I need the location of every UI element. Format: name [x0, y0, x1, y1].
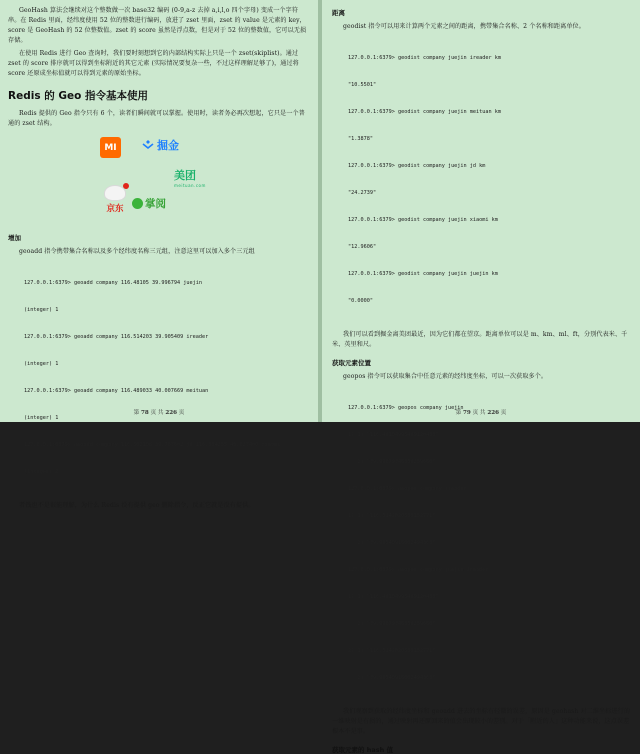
- code-line: 2) 1) "116.5142020583152771": [348, 648, 436, 654]
- code-line: 127.0.0.1:6379> geoadd company 116.514203 39.905409 ireader: [24, 334, 209, 340]
- code-line: 127.0.0.1:6379> geodist company juejin jd km: [348, 163, 486, 169]
- code-line: "1.3878": [348, 136, 373, 142]
- code-line: "10.5501": [348, 82, 377, 88]
- code-line: 127.0.0.1:6379> geodist company juejin juejin km: [348, 271, 498, 277]
- code-line: (integer) 1: [24, 361, 59, 367]
- code-line: 2) "39.90540918662494363": [348, 675, 436, 681]
- code-line: 127.0.0.1:6379> geoadd company 116.489033 40.007669 meituan: [24, 388, 209, 394]
- code-line: 2) "39.99679348858259686": [348, 621, 436, 627]
- left-page: [0, 0, 318, 509]
- code-line: (integer) 1: [24, 307, 59, 313]
- jd-dog-icon: [104, 185, 126, 201]
- hash-title: 获取元素的 hash 值: [332, 746, 394, 754]
- code-line: 127.0.0.1:6379> geopos company juejin: [348, 405, 464, 411]
- distance-after-paragraph: 我们可以看到掘金离美团最近，因为它们都在望京。距离单位可以是 m、km、ml、ft，分别代表米、千米、英里和尺。: [332, 331, 628, 348]
- pos-title: 获取元素位置: [332, 359, 371, 367]
- code-line: 1) 1) "116.48104995489120483": [348, 432, 439, 438]
- zhangyue-icon: [132, 198, 143, 209]
- code-line: 127.0.0.1:6379> geodist company juejin ireader km: [348, 55, 502, 61]
- juejin-icon: [142, 140, 154, 150]
- code-line: 2) "39.90540918662494363": [348, 540, 436, 546]
- distance-title: 距离: [332, 9, 345, 17]
- code-line: "0.0000": [348, 298, 373, 304]
- code-line: (integer) 1: [24, 415, 59, 421]
- pos-paragraph: geopos 指令可以获取集合中任意元素的经纬度坐标，可以一次获取多个。: [343, 373, 548, 380]
- code-line: 1) 1) "116.48104995489120483": [348, 594, 439, 600]
- add-paragraph: geoadd 指令携带集合名称以及多个经纬度名称三元组，注意这里可以加入多个三元组: [19, 248, 255, 255]
- right-page: [322, 0, 640, 754]
- code-line: 127.0.0.1:6379> geopos company juejin ireader: [348, 567, 489, 573]
- code-line: 127.0.0.1:6379> geodist company juejin meituan km: [348, 109, 502, 115]
- section-title: Redis 的 Geo 指令基本使用: [8, 90, 148, 102]
- zhangyue-logo: 掌阅: [132, 196, 166, 211]
- page-total: 226: [165, 410, 177, 416]
- jd-logo: 京东: [104, 185, 126, 214]
- juejin-logo: 掘金: [142, 137, 179, 153]
- distance-code-block: [348, 36, 630, 324]
- distance-paragraph: geodist 指令可以用来计算两个元素之间的距离，携带集合名称、2 个名称和距离单位。: [343, 23, 585, 30]
- code-line: (integer) 2: [24, 469, 59, 475]
- page-total: 226: [487, 410, 499, 416]
- page-footer-right: 第 79 页 共 226 页: [455, 410, 507, 416]
- pos-after-paragraph: 我们观察到获取的经纬度坐标和 geoadd 进去的坐标有轻微的误差，原因是 geohash 对二维坐标进行的一维映射是有损的，通过映射再还原回来的值会出现较小的差别。对于「附近的人」这种功能来说，这点误差根本不是事。: [332, 708, 631, 735]
- add-title: 增加: [8, 234, 21, 242]
- page-footer-left: 第 78 页 共 226 页: [133, 410, 185, 416]
- intro-paragraph-2: 在使用 Redis 进行 Geo 查询时，我们要时刻想到它的内部结构实际上只是一个 zset(skiplist)。通过 zset 的 score 排序就可以得到坐标附近的其它元素 (实际情况要复杂一些，不过这样理解足够了)，通过将 score 还原成坐标值就可以得到元素的原始坐标。: [8, 50, 299, 77]
- xiaomi-logo: MI: [100, 137, 121, 158]
- add-code-block: [24, 261, 308, 495]
- code-line: 2) "39.99679348858259686": [348, 459, 436, 465]
- code-line: 127.0.0.1:6379> geopos company ireader: [348, 486, 467, 492]
- code-line: "12.9606": [348, 244, 377, 250]
- closing-paragraph: 者钱也不是很能理解，为什么 Redis 没有提供 geo 删除指令，反正它就是没有提供。: [19, 502, 255, 509]
- company-logos: [8, 133, 308, 225]
- pos-code-block: [348, 386, 630, 701]
- code-line: 127.0.0.1:6379> geodist company juejin xiaomi km: [348, 217, 498, 223]
- meituan-logo: 美团 meituan.com: [174, 169, 206, 188]
- code-line: 127.0.0.1:6379> geoadd company 116.48105 39.996794 juejin: [24, 280, 203, 286]
- code-line: "24.2739": [348, 190, 377, 196]
- intro-paragraph-1: GeoHash 算法会继续对这个整数做一次 base32 编码 (0-9,a-z 去掉 a,i,l,o 四个字母) 变成一个字符串。在 Redis 里面，经纬度使用 52 位的整数进行编码，放进了 zset 里面，zset 的 value 是元素的 key，score 是 GeoHash 的 52 位整数值。zset 的 score 虽然是浮点数，但是对于 52 位的整数值，它可以无损存储。: [8, 7, 307, 44]
- page-number: 78: [140, 410, 149, 416]
- page-number: 79: [462, 410, 471, 416]
- code-line: 127.0.0.1:6379> geoadd company 116.562108 39.787602 jd 116.334255 40.027400 xiaomi: [24, 442, 281, 448]
- section-paragraph: Redis 提供的 Geo 指令只有 6 个，读者们瞬间就可以掌握。使用时，读者务必再次想起，它只是一个普通的 zset 结构。: [8, 110, 305, 127]
- code-line: 1) 1) "116.5142020583152771": [348, 513, 436, 519]
